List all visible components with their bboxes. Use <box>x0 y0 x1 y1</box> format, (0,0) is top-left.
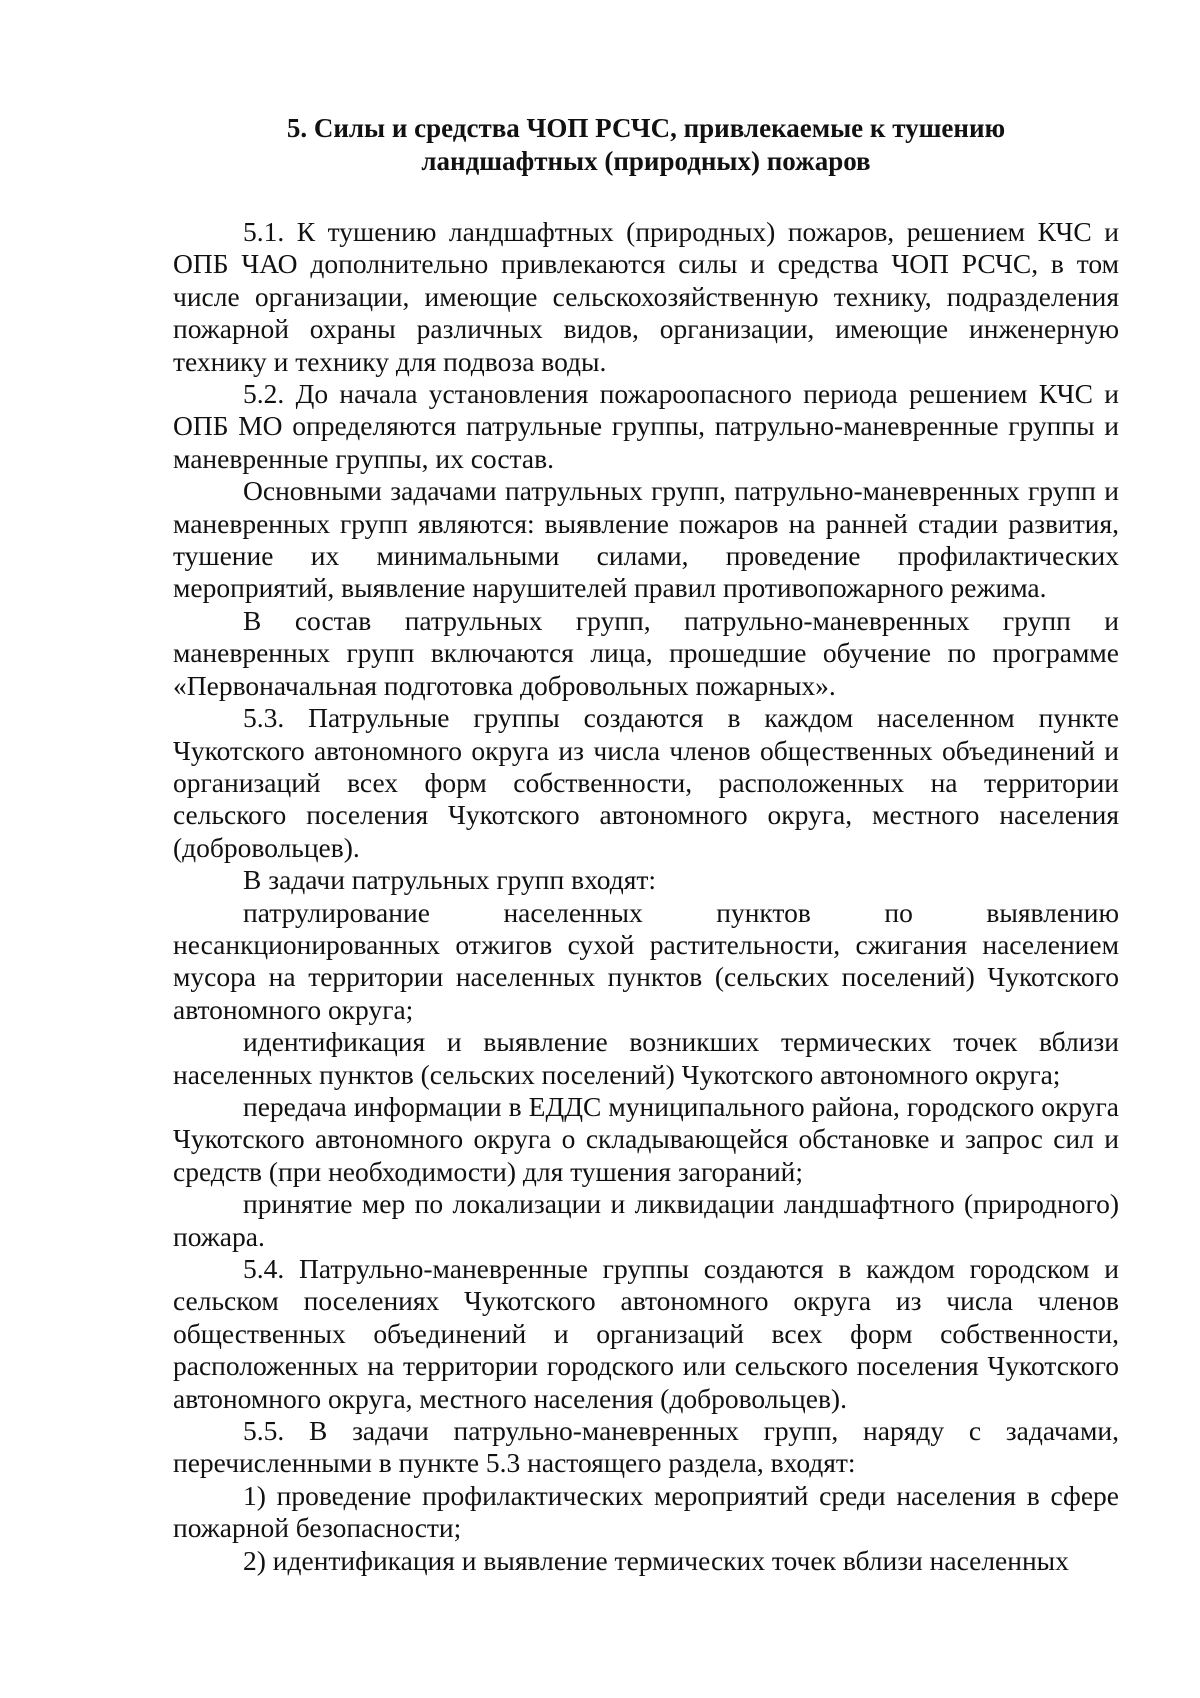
document-page <box>173 112 1119 1577</box>
paragraph-patrol-task-3: передача информации в ЕДДС муниципального района, городского округа Чукотского автономного округа о складывающейся обстановке и запрос сил и средств (при необходимости) для тушения загораний; <box>173 1090 1119 1187</box>
paragraph-5-5: 5.5. В задачи патрульно-маневренных групп, наряду с задачами, перечисленными в пункте 5.3 настоящего раздела, входят: <box>173 1415 1119 1479</box>
section-heading <box>173 112 1119 178</box>
paragraph-patrol-task-2: идентификация и выявление возникших термических точек вблизи населенных пунктов (сельских поселений) Чукотского автономного округа; <box>173 1026 1119 1090</box>
paragraph-5-4: 5.4. Патрульно-маневренные группы создаются в каждом городском и сельском поселениях Чукотского автономного округа из числа членов общественных объединений и организаций всех форм собственности, расположенных на территории городского или сельского поселения Чукотского автономного округа, местного населения (добровольцев). <box>173 1253 1119 1414</box>
section-heading-line-2: ландшафтных (природных) пожаров <box>421 146 871 176</box>
paragraph-patrol-task-4: принятие мер по локализации и ликвидации ландшафтного (природного) пожара. <box>173 1188 1119 1252</box>
paragraph-5-1: 5.1. К тушению ландшафтных (природных) пожаров, решением КЧС и ОПБ ЧАО дополнительно привлекаются силы и средства ЧОП РСЧС, в том числе организации, имеющие сельскохозяйственную технику, подразделения пожарной охраны различных видов, организации, имеющие инженерную технику и технику для подвоза воды. <box>173 216 1119 377</box>
paragraph-patrol-task-1: патрулирование населенных пунктов по выявлению несанкционированных отжигов сухой растительности, сжигания населением мусора на территории населенных пунктов (сельских поселений) Чукотского автономного округа; <box>173 896 1119 1025</box>
paragraph-group-composition: В состав патрульных групп, патрульно-маневренных групп и маневренных групп включаются лица, прошедшие обучение по программе «Первоначальная подготовка добровольных пожарных». <box>173 604 1119 701</box>
paragraph-main-tasks: Основными задачами патрульных групп, патрульно-маневренных групп и маневренных групп являются: выявление пожаров на ранней стадии развития, тушение их минимальными силами, проведение профилактических мероприятий, выявление нарушителей правил противопожарного режима. <box>173 475 1119 604</box>
paragraph-patrol-tasks-intro: В задачи патрульных групп входят: <box>243 864 657 896</box>
paragraph-list-item-1: 1) проведение профилактических мероприятий среди населения в сфере пожарной безопасности; <box>173 1479 1119 1544</box>
paragraph-list-item-2: 2) идентификация и выявление термических точек вблизи населенных <box>243 1544 1069 1576</box>
section-body <box>173 216 1119 1577</box>
section-heading-line-1: 5. Силы и средства ЧОП РСЧС, привлекаемые к тушению <box>286 113 1006 143</box>
paragraph-5-2: 5.2. До начала установления пожароопасного периода решением КЧС и ОПБ МО определяются патрульные группы, патрульно-маневренные группы и маневренные группы, их состав. <box>173 378 1119 474</box>
paragraph-5-3: 5.3. Патрульные группы создаются в каждом населенном пункте Чукотского автономного округа из числа членов общественных объединений и организаций всех форм собственности, расположенных на территории сельского поселения Чукотского автономного округа, местного населения (добровольцев). <box>173 702 1119 863</box>
